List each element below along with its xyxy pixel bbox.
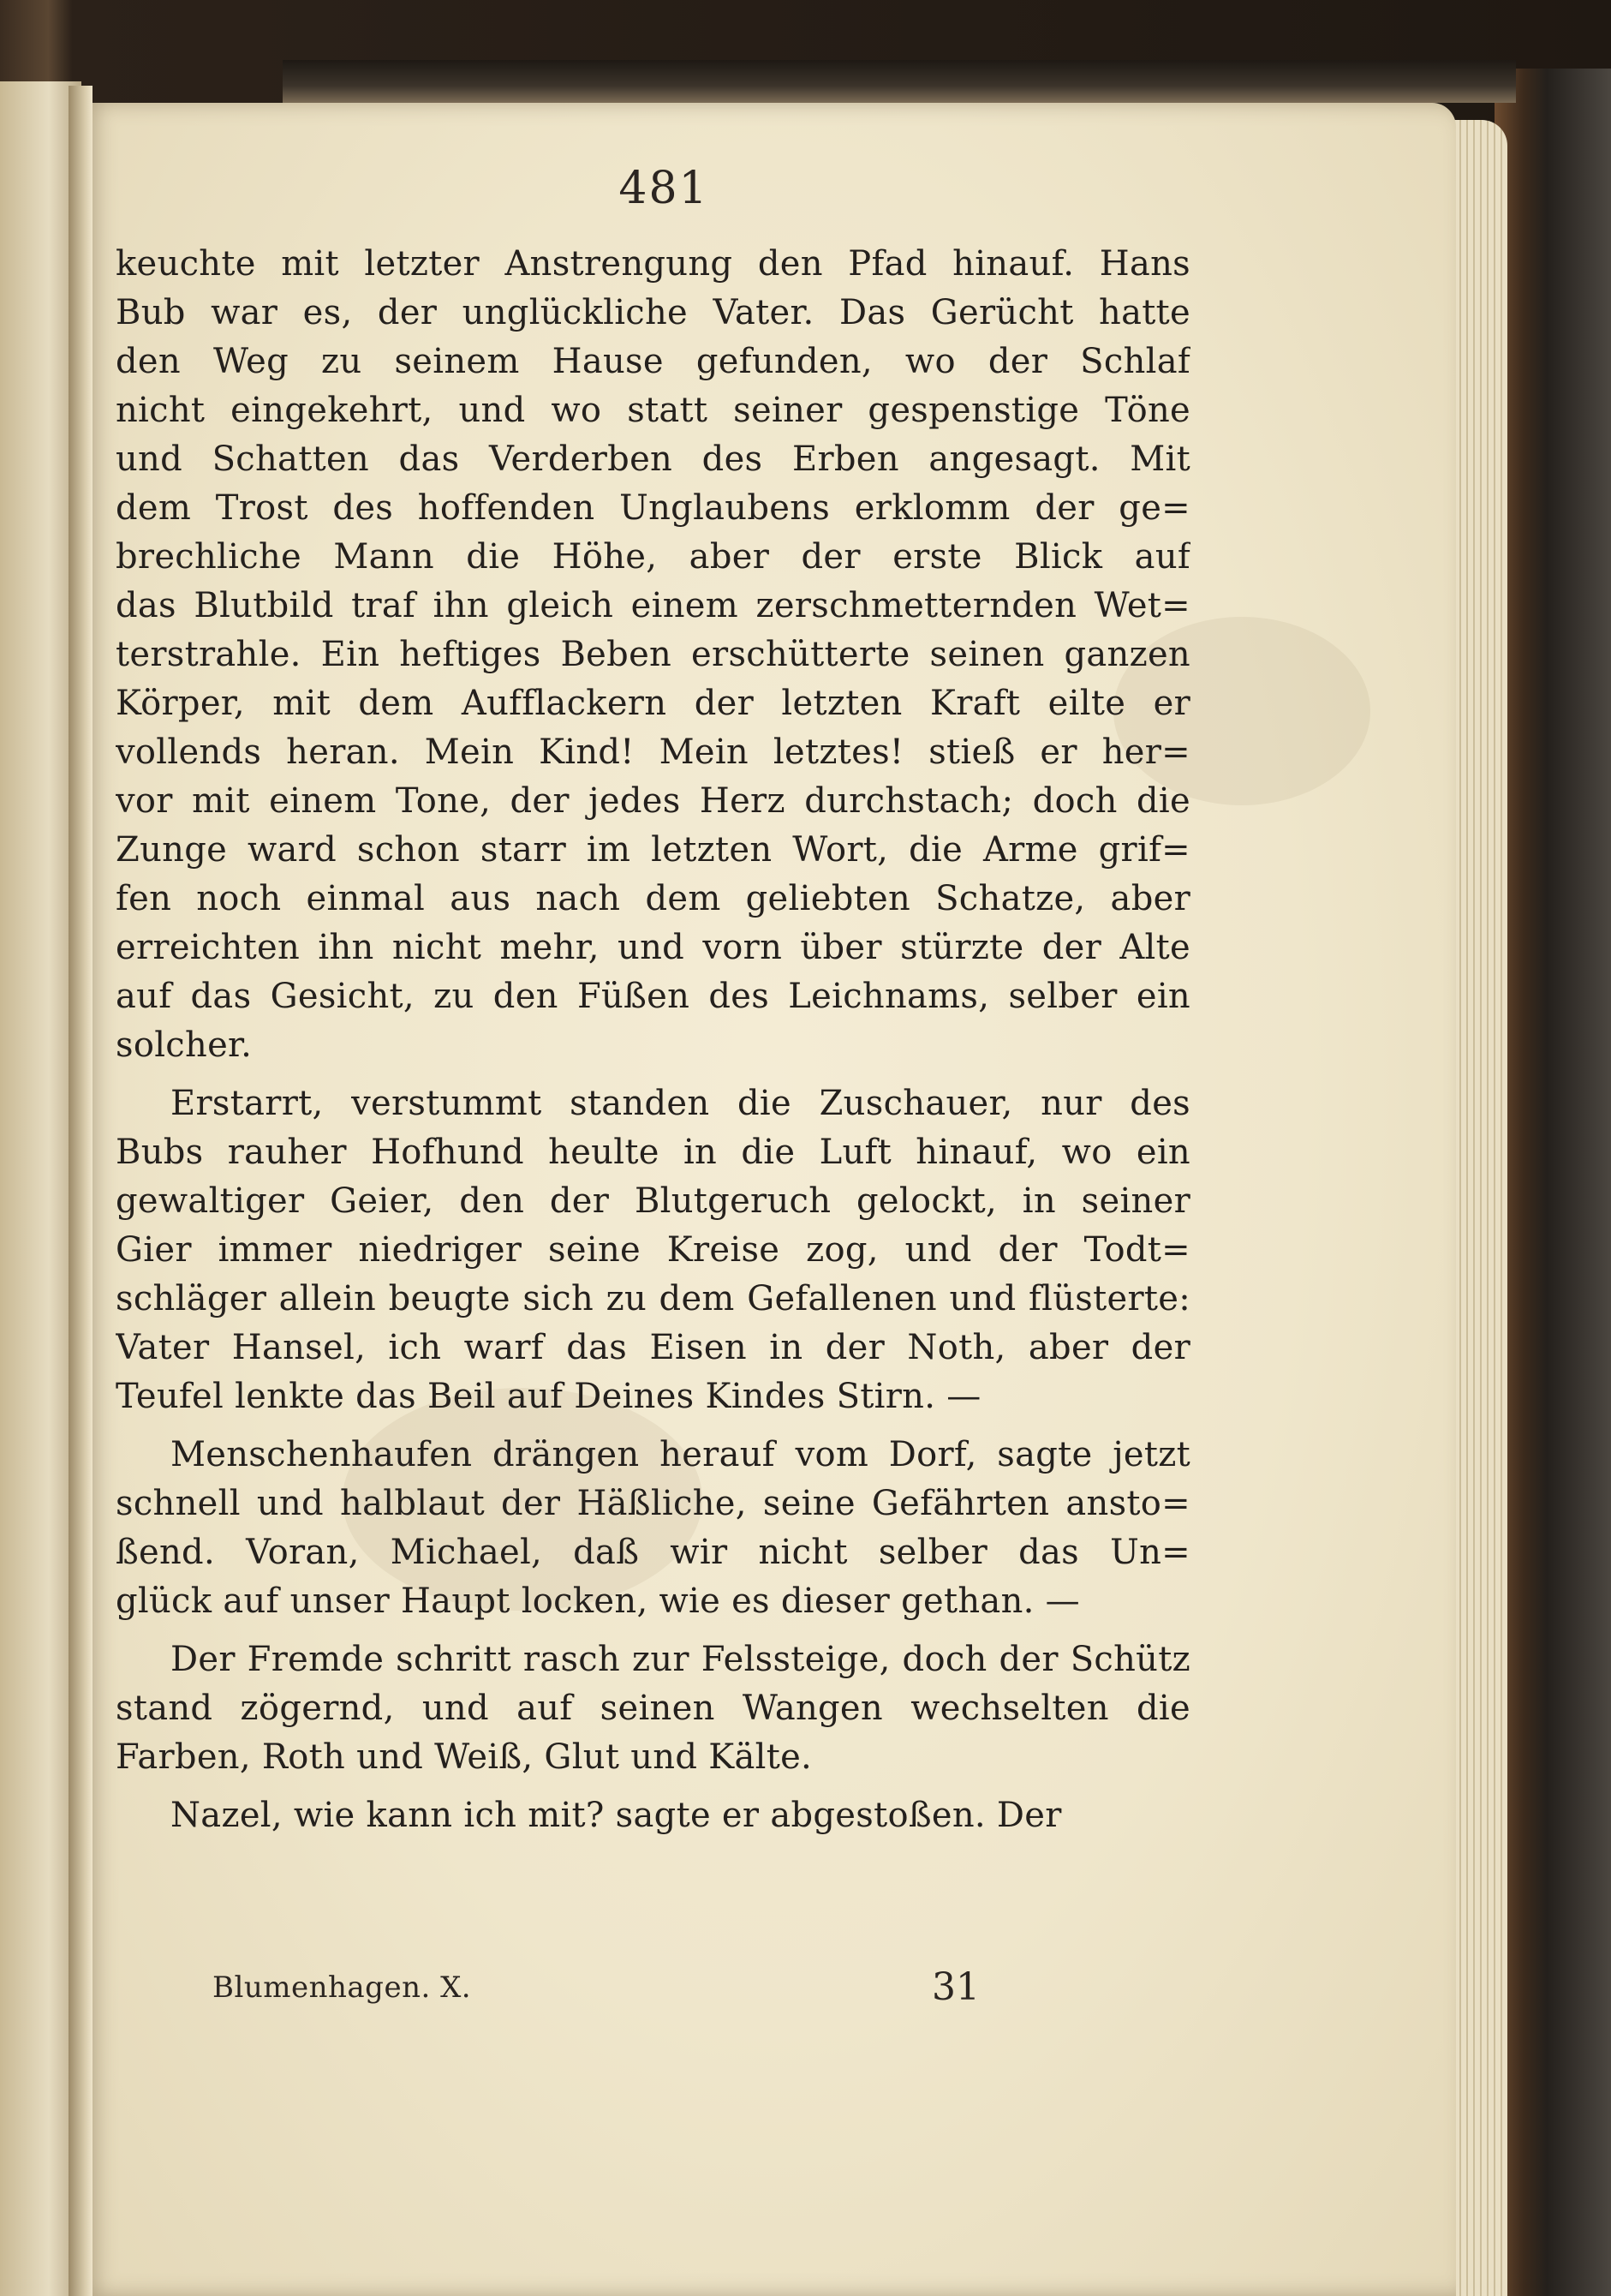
text-line: vor mit einem Tone, der jedes Herz durchstach; doch die: [116, 781, 1190, 821]
text-line: dem Trost des hoffenden Unglaubens erklomm der ge=: [116, 488, 1190, 528]
text-line: brechliche Mann die Höhe, aber der erste Blick auf: [116, 537, 1190, 577]
text-line: ßend. Voran, Michael, daß wir nicht selber das Un=: [116, 1533, 1190, 1572]
paragraph: [116, 1079, 1190, 1421]
text-line: nicht eingekehrt, und wo statt seiner gespenstige Töne: [116, 391, 1190, 430]
paragraph: [116, 240, 1190, 1070]
spine-fold: [69, 86, 92, 2296]
text-line: Nazel, wie kann ich mit? sagte er abgestoßen. Der: [170, 1796, 1062, 1835]
text-line: Zunge ward schon starr im letzten Wort, die Arme grif=: [116, 830, 1190, 870]
page-number: 481: [618, 163, 709, 214]
text-line: fen noch einmal aus nach dem geliebten Schatze, aber: [116, 879, 1190, 918]
page-body-text: [116, 240, 1190, 1953]
text-line: das Blutbild traf ihn gleich einem zerschmetternden Wet=: [116, 586, 1190, 625]
text-line: Der Fremde schritt rasch zur Felssteige, doch der Schütz: [170, 1640, 1190, 1679]
paragraph: [116, 1791, 1190, 1840]
text-line: Bubs rauher Hofhund heulte in die Luft hinauf, wo ein: [116, 1133, 1190, 1172]
signature-number: 31: [932, 1965, 980, 2009]
text-line: Gier immer niedriger seine Kreise zog, und der Todt=: [116, 1230, 1190, 1270]
text-line: Körper, mit dem Aufflackern der letzten Kraft eilte er: [116, 684, 1190, 723]
text-line: Vater Hansel, ich warf das Eisen in der Noth, aber der: [116, 1328, 1190, 1367]
text-line: gewaltiger Geier, den der Blutgeruch gelockt, in seiner: [116, 1181, 1190, 1221]
text-line: Erstarrt, verstummt standen die Zuschauer, nur des: [170, 1084, 1190, 1123]
text-line: stand zögernd, und auf seinen Wangen wechselten die: [116, 1689, 1190, 1728]
text-line: und Schatten das Verderben des Erben angesagt. Mit: [116, 439, 1190, 479]
text-line: auf das Gesicht, zu den Füßen des Leichnams, selber ein: [116, 977, 1190, 1016]
text-line: Menschenhaufen drängen herauf vom Dorf, sagte jetzt: [170, 1435, 1190, 1474]
text-line: glück auf unser Haupt locken, wie es dieser gethan. —: [116, 1581, 1080, 1621]
paragraph: [116, 1431, 1190, 1626]
text-line: erreichten ihn nicht mehr, und vorn über stürzte der Alte: [116, 928, 1190, 967]
text-line: Teufel lenkte das Beil auf Deines Kindes Stirn. —: [116, 1377, 982, 1416]
text-line: den Weg zu seinem Hause gefunden, wo der Schlaf: [116, 342, 1190, 381]
text-line: schläger allein beugte sich zu dem Gefallenen und flüsterte:: [116, 1279, 1190, 1318]
book-cover-edge: [1495, 69, 1611, 2296]
printer-signature: Blumenhagen. X.: [212, 1970, 472, 2005]
text-line: solcher.: [116, 1025, 253, 1065]
text-line: Bub war es, der unglückliche Vater. Das Gerücht hatte: [116, 293, 1190, 332]
top-binding: [283, 60, 1516, 103]
text-line: vollends heran. Mein Kind! Mein letztes! stieß er her=: [116, 732, 1190, 772]
paragraph: [116, 1635, 1190, 1782]
text-line: terstrahle. Ein heftiges Beben erschütterte seinen ganzen: [116, 635, 1190, 674]
text-line: schnell und halblaut der Häßliche, seine Gefährten ansto=: [116, 1484, 1190, 1523]
text-line: keuchte mit letzter Anstrengung den Pfad hinauf. Hans: [116, 244, 1190, 284]
page-footer: [212, 1965, 1155, 2022]
text-line: Farben, Roth und Weiß, Glut und Kälte.: [116, 1737, 813, 1777]
